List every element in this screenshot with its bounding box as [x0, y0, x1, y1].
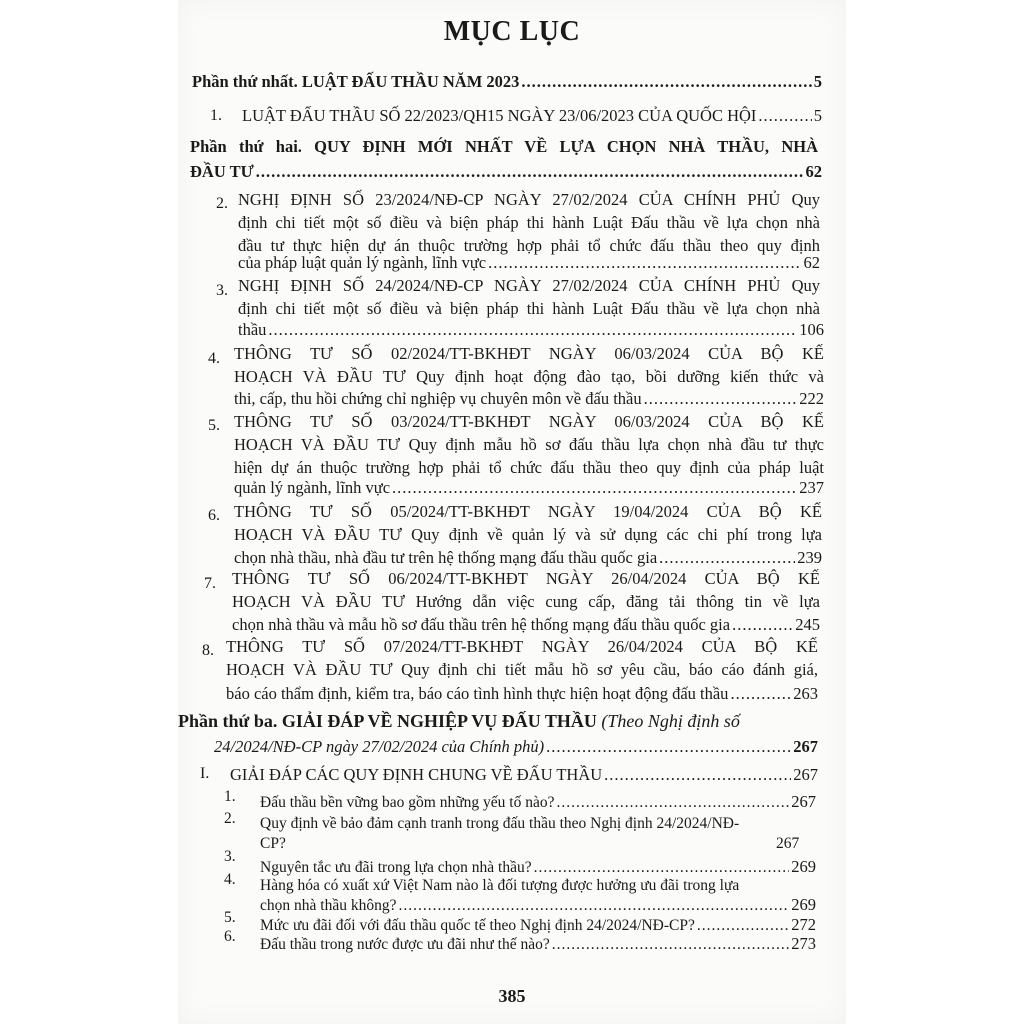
part-3-heading-line1 [178, 710, 818, 733]
dot-leader [732, 613, 793, 636]
part-2-page: 62 [805, 162, 822, 181]
entry-text: LUẬT ĐẤU THẦU SỐ 22/2023/QH15 NGÀY 23/06/2023 CỦA QUỐC HỘI [242, 106, 757, 125]
entry-line: hiện dự án thuộc trường hợp phải tổ chức đấu thầu theo quy định của pháp luật [234, 458, 824, 477]
entry-line: HOẠCH VÀ ĐẦU TƯ Hướng dẫn việc cung cấp, đăng tải thông tin về lựa [232, 592, 820, 611]
part-2-heading-line2 [190, 160, 822, 183]
book-page [178, 0, 846, 1024]
entry-line: NGHỊ ĐỊNH SỐ 24/2024/NĐ-CP NGÀY 27/02/2024 CỦA CHÍNH PHỦ Quy [238, 276, 820, 295]
entry-line: của pháp luật quản lý ngành, lĩnh vực [238, 253, 487, 272]
part-3-page: 267 [793, 737, 818, 756]
question-entry [260, 790, 816, 814]
entry-line: chọn nhà thầu và mẫu hồ sơ đấu thầu trên hệ thống mạng đấu thầu quốc gia [232, 615, 731, 634]
entry-line: THÔNG TƯ SỐ 06/2024/TT-BKHĐT NGÀY 26/04/2024 CỦA BỘ KẾ [232, 569, 820, 588]
entry-line: THÔNG TƯ SỐ 02/2024/TT-BKHĐT NGÀY 06/03/2024 CỦA BỘ KẾ [234, 344, 824, 363]
question-text: Mức ưu đãi đối với đấu thầu quốc tế theo Nghị định 24/2024/NĐ-CP? [260, 917, 695, 934]
entry-page: 239 [797, 548, 822, 567]
entry-line: thi, cấp, thu hồi chứng chỉ nghiệp vụ chuyên môn về đấu thầu [234, 389, 642, 408]
item-number: 8. [202, 642, 214, 659]
entry-line: đầu tư thực hiện dự án thuộc trường hợp phải tổ chức đấu thầu theo quy định [238, 236, 820, 255]
part-1-label: Phần thứ nhất. LUẬT ĐẤU THẦU NĂM 2023 [192, 72, 520, 91]
entry-page: 222 [799, 389, 824, 408]
entry-last-line [226, 682, 818, 705]
question-text: Nguyên tắc ưu đãi trong lựa chọn nhà thầu? [260, 859, 532, 876]
question-page: 267 [791, 792, 816, 811]
dot-leader [488, 251, 801, 274]
entry-last-line [234, 476, 824, 499]
item-number: 5. [208, 417, 220, 434]
entry-line: HOẠCH VÀ ĐẦU TƯ Quy định về quản lý và sử dụng các chi phí trong lựa [234, 525, 822, 544]
question-text: Quy định về bảo đảm cạnh tranh trong đấu thầu theo Nghị định 24/2024/NĐ- [260, 815, 740, 832]
dot-leader [392, 476, 797, 499]
question-number: 6. [224, 928, 236, 945]
entry-line: định chi tiết một số điều và biện pháp thi hành Luật Đấu thầu về lựa chọn nhà [238, 213, 820, 232]
part-3-label: Phần thứ ba. GIẢI ĐÁP VỀ NGHIỆP VỤ ĐẤU THẦU [178, 711, 597, 731]
entry-page: 62 [803, 253, 820, 272]
dot-leader [556, 791, 789, 814]
entry-line: NGHỊ ĐỊNH SỐ 23/2024/NĐ-CP NGÀY 27/02/2024 CỦA CHÍNH PHỦ Quy [238, 190, 820, 209]
part-1-page: 5 [813, 72, 822, 91]
dot-leader [659, 546, 795, 569]
question-page: 269 [791, 895, 816, 914]
entry-line: THÔNG TƯ SỐ 07/2024/TT-BKHĐT NGÀY 26/04/2024 CỦA BỘ KẾ [226, 637, 818, 656]
question-entry [260, 932, 816, 956]
question-page: 273 [791, 934, 816, 953]
question-text: Đấu thầu trong nước được ưu đãi như thế nào? [260, 936, 550, 953]
part-2-label: ĐẦU TƯ [190, 162, 254, 181]
question-number: 4. [224, 871, 236, 888]
dot-leader [758, 104, 811, 127]
item-number: 6. [208, 507, 220, 524]
entry-last-line [234, 387, 824, 410]
question-text: Đấu thầu bền vững bao gồm những yếu tố nào? [260, 794, 555, 811]
item-number: 1. [210, 107, 222, 124]
dot-leader [521, 70, 811, 93]
question-number: 2. [224, 810, 236, 827]
entry-page: 263 [793, 684, 818, 703]
section-number: I. [200, 765, 210, 782]
part-3-note: (Theo Nghị định số [601, 711, 740, 731]
entry-line: thầu [238, 320, 267, 339]
question-text: Hàng hóa có xuất xứ Việt Nam nào là đối tượng được hưởng ưu đãi trong lựa [260, 877, 740, 894]
section-page: 267 [793, 765, 818, 784]
question-text: CP? [260, 835, 286, 852]
question-page: 272 [791, 915, 816, 934]
entry-line: HOẠCH VÀ ĐẦU TƯ Quy định hoạt động đào tạo, bồi dưỡng kiến thức và [234, 367, 824, 386]
item-number: 7. [204, 575, 216, 592]
dot-leader [256, 160, 804, 183]
dot-leader [604, 763, 791, 786]
question-number: 1. [224, 788, 236, 805]
dot-leader [644, 387, 798, 410]
entry-last-line [234, 546, 822, 569]
entry-line: báo cáo thẩm định, kiểm tra, báo cáo tình hình thực hiện hoạt động đấu thầu [226, 684, 729, 703]
page-title: MỤC LỤC [443, 16, 581, 47]
part-3-heading-line2 [214, 735, 818, 758]
entry-line: THÔNG TƯ SỐ 05/2024/TT-BKHĐT NGÀY 19/04/2024 CỦA BỘ KẾ [234, 502, 822, 521]
entry-line: quản lý ngành, lĩnh vực [234, 478, 391, 497]
entry-line: định chi tiết một số điều và biện pháp thi hành Luật Đấu thầu về lựa chọn nhà [238, 299, 820, 318]
question-number: 5. [224, 909, 236, 926]
entry-last-line [238, 251, 820, 274]
part-2-heading-line1: Phần thứ hai. QUY ĐỊNH MỚI NHẤT VỀ LỰA CHỌN NHÀ THẦU, NHÀ [190, 137, 818, 156]
entry-line: HOẠCH VÀ ĐẦU TƯ Quy định mẫu hồ sơ đấu thầu lựa chọn nhà đầu tư thực [234, 435, 824, 454]
dot-leader [552, 933, 790, 956]
entry-page: 5 [813, 106, 822, 125]
question-page: 267 [776, 835, 800, 852]
section-entry [230, 763, 818, 786]
part-1-heading [192, 70, 822, 93]
entry-last-line [232, 613, 820, 636]
toc-entry [242, 104, 822, 127]
entry-last-line [238, 318, 824, 341]
part-3-note: 24/2024/NĐ-CP ngày 27/02/2024 của Chính phủ) [214, 737, 545, 756]
entry-page: 106 [799, 320, 824, 339]
question-page: 269 [791, 857, 816, 876]
entry-page: 245 [795, 615, 820, 634]
question-number: 3. [224, 848, 236, 865]
item-number: 4. [208, 350, 220, 367]
dot-leader [268, 318, 797, 341]
entry-page: 237 [799, 478, 824, 497]
entry-line: HOẠCH VÀ ĐẦU TƯ Quy định chi tiết mẫu hồ sơ yêu cầu, báo cáo đánh giá, [226, 660, 818, 679]
item-number: 3. [216, 282, 228, 299]
page-number: 385 [498, 986, 526, 1006]
dot-leader [730, 682, 791, 705]
entry-line: THÔNG TƯ SỐ 03/2024/TT-BKHĐT NGÀY 06/03/2024 CỦA BỘ KẾ [234, 412, 824, 431]
dot-leader [546, 735, 791, 758]
entry-line: chọn nhà thầu, nhà đầu tư trên hệ thống mạng đấu thầu quốc gia [234, 548, 658, 567]
section-text: GIẢI ĐÁP CÁC QUY ĐỊNH CHUNG VỀ ĐẤU THẦU [230, 765, 603, 784]
item-number: 2. [216, 195, 228, 212]
question-text: chọn nhà thầu không? [260, 897, 397, 914]
